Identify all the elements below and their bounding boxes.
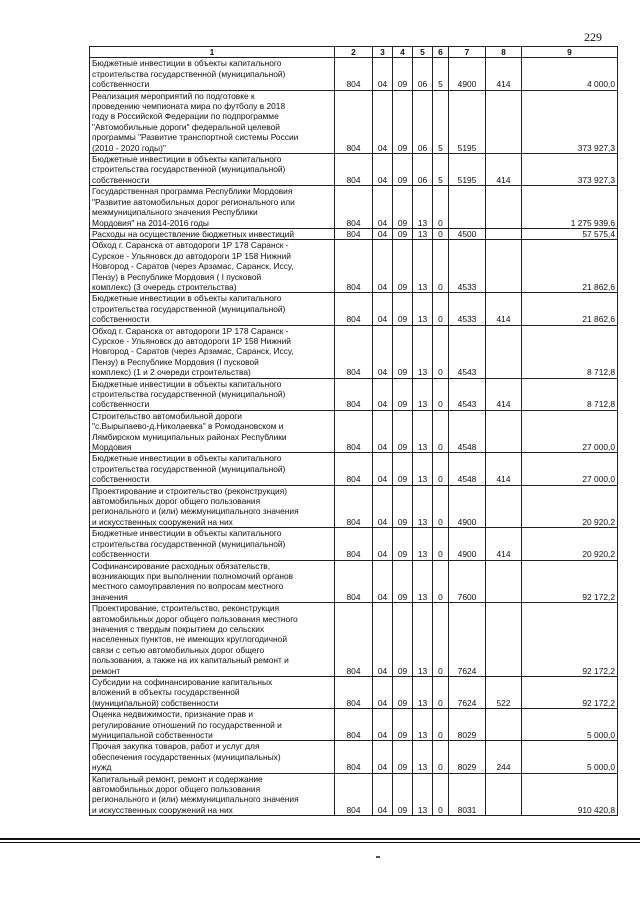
cell-program: 13	[413, 741, 433, 773]
cell-section: 04	[373, 186, 393, 229]
table-row	[90, 90, 618, 153]
cell-amount: 5 000,0	[522, 709, 618, 741]
cell-subprogram: 5	[433, 58, 449, 90]
cell-ministry: 804	[335, 676, 373, 708]
item-name: Государственная программа Республики Мордовия "Развитие автомобильных дорог регионального или межмуниципального значения Республики Мордовия" на 2014-2016 годы	[90, 186, 335, 229]
cell-ministry: 804	[335, 528, 373, 560]
cell-section: 04	[373, 154, 393, 186]
item-name: Бюджетные инвестиции в объекты капитального строительства государственной (муниципальной) собственности	[90, 293, 335, 325]
cell-expense-type	[486, 325, 522, 378]
cell-section: 04	[373, 453, 393, 485]
cell-subsection: 09	[393, 186, 413, 229]
bottom-rule	[0, 838, 640, 840]
table-row	[90, 325, 618, 378]
item-name: Прочая закупка товаров, работ и услуг для обеспечения государственных (муниципальных) нужд	[90, 741, 335, 773]
cell-section: 04	[373, 485, 393, 528]
cell-expense-type	[486, 560, 522, 603]
cell-subprogram: 0	[433, 410, 449, 453]
cell-expense-type: 244	[486, 741, 522, 773]
cell-target: 4548	[449, 410, 486, 453]
cell-amount: 910 420,8	[522, 773, 618, 816]
cell-ministry: 804	[335, 485, 373, 528]
item-name: Реализация мероприятий по подготовке к проведению чемпионата мира по футболу в 2018 году в Российской Федерации по подпрограмме "Автомобильные дороги" федеральной целевой программы "Развитие транспортной системы России (2010 - 2020 годы)"	[90, 90, 335, 153]
cell-amount: 1 275 939,6	[522, 186, 618, 229]
cell-amount: 5 000,0	[522, 741, 618, 773]
cell-subsection: 09	[393, 228, 413, 239]
cell-amount: 92 172,2	[522, 560, 618, 603]
cell-target: 4533	[449, 293, 486, 325]
table-row	[90, 528, 618, 560]
cell-program: 13	[413, 240, 433, 293]
cell-ministry: 804	[335, 453, 373, 485]
table-row	[90, 485, 618, 528]
table-row	[90, 410, 618, 453]
cell-subprogram: 5	[433, 154, 449, 186]
cell-subsection: 09	[393, 741, 413, 773]
cell-ministry: 804	[335, 240, 373, 293]
cell-subprogram: 0	[433, 485, 449, 528]
cell-subprogram: 0	[433, 378, 449, 410]
cell-subprogram: 0	[433, 709, 449, 741]
cell-ministry: 804	[335, 741, 373, 773]
item-name: Субсидии на софинансирование капитальных вложений в объекты государственной (муниципальной) собственности	[90, 676, 335, 708]
cell-section: 04	[373, 228, 393, 239]
cell-ministry: 804	[335, 228, 373, 239]
cell-ministry: 804	[335, 378, 373, 410]
table-row	[90, 709, 618, 741]
cell-subsection: 09	[393, 709, 413, 741]
cell-program: 13	[413, 453, 433, 485]
item-name: Оценка недвижимости, признание прав и регулирование отношений по государственной и муниципальной собственности	[90, 709, 335, 741]
cell-amount: 8 712,8	[522, 325, 618, 378]
column-header: 1	[90, 47, 335, 58]
item-name: Проектирование и строительство (реконструкция) автомобильных дорог общего пользования регионального и (или) межмуниципального значения и искусственных сооружений на них	[90, 485, 335, 528]
cell-amount: 27 000,0	[522, 453, 618, 485]
cell-subprogram: 0	[433, 773, 449, 816]
cell-expense-type	[486, 709, 522, 741]
cell-program: 13	[413, 560, 433, 603]
item-name: Бюджетные инвестиции в объекты капитального строительства государственной (муниципальной) собственности	[90, 58, 335, 90]
cell-ministry: 804	[335, 603, 373, 677]
cell-ministry: 804	[335, 325, 373, 378]
cell-subsection: 09	[393, 485, 413, 528]
cell-target: 4500	[449, 228, 486, 239]
table-row	[90, 773, 618, 816]
cell-subprogram: 5	[433, 90, 449, 153]
cell-section: 04	[373, 90, 393, 153]
column-header: 8	[486, 47, 522, 58]
cell-ministry: 804	[335, 560, 373, 603]
cell-section: 04	[373, 378, 393, 410]
cell-amount: 21 862,6	[522, 240, 618, 293]
cell-target	[449, 186, 486, 229]
table-row	[90, 453, 618, 485]
cell-subsection: 09	[393, 453, 413, 485]
cell-subsection: 09	[393, 293, 413, 325]
cell-amount: 21 862,6	[522, 293, 618, 325]
cell-expense-type: 522	[486, 676, 522, 708]
column-header: 7	[449, 47, 486, 58]
cell-subprogram: 0	[433, 293, 449, 325]
cell-program: 13	[413, 528, 433, 560]
cell-ministry: 804	[335, 410, 373, 453]
cell-subprogram: 0	[433, 676, 449, 708]
table-row	[90, 560, 618, 603]
cell-subsection: 09	[393, 528, 413, 560]
table-row	[90, 676, 618, 708]
cell-section: 04	[373, 709, 393, 741]
cell-subsection: 09	[393, 560, 413, 603]
cell-expense-type: 414	[486, 293, 522, 325]
table-row	[90, 293, 618, 325]
cell-program: 13	[413, 485, 433, 528]
cell-subprogram: 0	[433, 453, 449, 485]
cell-target: 4900	[449, 58, 486, 90]
cell-subprogram: 0	[433, 325, 449, 378]
cell-target: 8031	[449, 773, 486, 816]
column-header: 6	[433, 47, 449, 58]
cell-expense-type	[486, 90, 522, 153]
cell-program: 13	[413, 676, 433, 708]
cell-section: 04	[373, 325, 393, 378]
cell-target: 5195	[449, 154, 486, 186]
cell-section: 04	[373, 528, 393, 560]
cell-expense-type: 414	[486, 58, 522, 90]
cell-ministry: 804	[335, 90, 373, 153]
cell-program: 13	[413, 603, 433, 677]
cell-subprogram: 0	[433, 528, 449, 560]
cell-program: 13	[413, 378, 433, 410]
cell-target: 4543	[449, 325, 486, 378]
cell-amount: 373 927,3	[522, 90, 618, 153]
cell-subsection: 09	[393, 378, 413, 410]
cell-subsection: 09	[393, 154, 413, 186]
cell-section: 04	[373, 741, 393, 773]
item-name: Обход г. Саранска от автодороги 1Р 178 Саранск - Сурское - Ульяновск до автодороги 1Р 158 Нижний Новгород - Саратов (через Арзамас, Саранск, Иссу, Пензу) в Республике Мордовия (I пусковой комплекс) (1 и 2 очереди строительства)	[90, 325, 335, 378]
cell-subsection: 09	[393, 676, 413, 708]
scan-mark	[376, 856, 380, 858]
cell-amount: 8 712,8	[522, 378, 618, 410]
cell-program: 13	[413, 325, 433, 378]
cell-target: 8029	[449, 741, 486, 773]
cell-amount: 373 927,3	[522, 154, 618, 186]
cell-expense-type: 414	[486, 154, 522, 186]
cell-program: 06	[413, 90, 433, 153]
cell-target: 4900	[449, 528, 486, 560]
table-row	[90, 154, 618, 186]
cell-section: 04	[373, 773, 393, 816]
cell-subprogram: 0	[433, 560, 449, 603]
cell-subsection: 09	[393, 90, 413, 153]
table-body	[90, 58, 618, 816]
cell-target: 5195	[449, 90, 486, 153]
cell-target: 4543	[449, 378, 486, 410]
cell-target: 7624	[449, 603, 486, 677]
cell-section: 04	[373, 240, 393, 293]
cell-target: 7624	[449, 676, 486, 708]
cell-ministry: 804	[335, 186, 373, 229]
cell-expense-type: 414	[486, 378, 522, 410]
item-name: Обход г. Саранска от автодороги 1Р 178 Саранск - Сурское - Ульяновск до автодороги 1Р 158 Нижний Новгород - Саратов (через Арзамас, Саранск, Иссу, Пензу) в Республике Мордовия ( I пусковой комплекс) (3 очередь строительства)	[90, 240, 335, 293]
column-header: 4	[393, 47, 413, 58]
cell-ministry: 804	[335, 154, 373, 186]
cell-amount: 57 575,4	[522, 228, 618, 239]
cell-ministry: 804	[335, 709, 373, 741]
cell-amount: 20 920,2	[522, 485, 618, 528]
cell-section: 04	[373, 603, 393, 677]
item-name: Капитальный ремонт, ремонт и содержание автомобильных дорог общего пользования регионального и (или) межмуниципального значения и искусственных сооружений на них	[90, 773, 335, 816]
item-name: Софинансирование расходных обязательств, возникающих при выполнении полномочий органов местного самоуправления по вопросам местного значения	[90, 560, 335, 603]
cell-subsection: 09	[393, 773, 413, 816]
item-name: Бюджетные инвестиции в объекты капитального строительства государственной (муниципальной) собственности	[90, 154, 335, 186]
cell-subprogram: 0	[433, 228, 449, 239]
item-name: Бюджетные инвестиции в объекты капитального строительства государственной (муниципальной) собственности	[90, 453, 335, 485]
item-name: Бюджетные инвестиции в объекты капитального строительства государственной (муниципальной) собственности	[90, 528, 335, 560]
cell-expense-type	[486, 603, 522, 677]
cell-program: 13	[413, 773, 433, 816]
table-row	[90, 603, 618, 677]
item-name: Бюджетные инвестиции в объекты капитального строительства государственной (муниципальной) собственности	[90, 378, 335, 410]
cell-section: 04	[373, 560, 393, 603]
cell-target: 7600	[449, 560, 486, 603]
item-name: Строительство автомобильной дороги "с.Вырыпаево-д.Николаевка" в Ромодановском и Лямбирском муниципальных районах Республики Мордовия	[90, 410, 335, 453]
cell-expense-type	[486, 410, 522, 453]
column-header: 2	[335, 47, 373, 58]
cell-program: 13	[413, 410, 433, 453]
column-header: 5	[413, 47, 433, 58]
cell-section: 04	[373, 410, 393, 453]
table-header-row	[90, 47, 618, 58]
cell-expense-type	[486, 773, 522, 816]
cell-ministry: 804	[335, 773, 373, 816]
table-row	[90, 58, 618, 90]
cell-ministry: 804	[335, 293, 373, 325]
cell-amount: 92 172,2	[522, 676, 618, 708]
budget-table	[89, 46, 618, 816]
cell-subsection: 09	[393, 58, 413, 90]
cell-expense-type: 414	[486, 528, 522, 560]
table-row	[90, 378, 618, 410]
item-name: Проектирование, строительство, реконструкция автомобильных дорог общего пользования местного значения с твердым покрытием до сельских населенных пунктов, не имеющих круглогодичной связи с сетью автомобильных дорог общего пользования, а также на их капитальный ремонт и ремонт	[90, 603, 335, 677]
cell-expense-type: 414	[486, 453, 522, 485]
cell-expense-type	[486, 240, 522, 293]
cell-program: 13	[413, 186, 433, 229]
table-row	[90, 741, 618, 773]
cell-section: 04	[373, 58, 393, 90]
cell-program: 13	[413, 293, 433, 325]
cell-subsection: 09	[393, 603, 413, 677]
cell-program: 13	[413, 228, 433, 239]
cell-target: 8029	[449, 709, 486, 741]
cell-amount: 20 920,2	[522, 528, 618, 560]
table-row	[90, 186, 618, 229]
cell-target: 4548	[449, 453, 486, 485]
cell-target: 4900	[449, 485, 486, 528]
cell-amount: 92 172,2	[522, 603, 618, 677]
cell-program: 06	[413, 58, 433, 90]
cell-expense-type	[486, 228, 522, 239]
cell-subprogram: 0	[433, 186, 449, 229]
cell-subprogram: 0	[433, 240, 449, 293]
cell-subsection: 09	[393, 240, 413, 293]
column-header: 3	[373, 47, 393, 58]
item-name: Расходы на осуществление бюджетных инвестиций	[90, 228, 335, 239]
cell-section: 04	[373, 293, 393, 325]
column-header: 9	[522, 47, 618, 58]
cell-subprogram: 0	[433, 741, 449, 773]
cell-ministry: 804	[335, 58, 373, 90]
cell-target: 4533	[449, 240, 486, 293]
cell-program: 13	[413, 709, 433, 741]
cell-expense-type	[486, 485, 522, 528]
cell-amount: 4 000,0	[522, 58, 618, 90]
cell-subprogram: 0	[433, 603, 449, 677]
table-row	[90, 228, 618, 239]
page-number: 229	[584, 30, 602, 44]
cell-subsection: 09	[393, 410, 413, 453]
cell-program: 06	[413, 154, 433, 186]
cell-amount: 27 000,0	[522, 410, 618, 453]
cell-expense-type	[486, 186, 522, 229]
cell-subsection: 09	[393, 325, 413, 378]
cell-section: 04	[373, 676, 393, 708]
bottom-rule	[0, 842, 640, 843]
table-row	[90, 240, 618, 293]
